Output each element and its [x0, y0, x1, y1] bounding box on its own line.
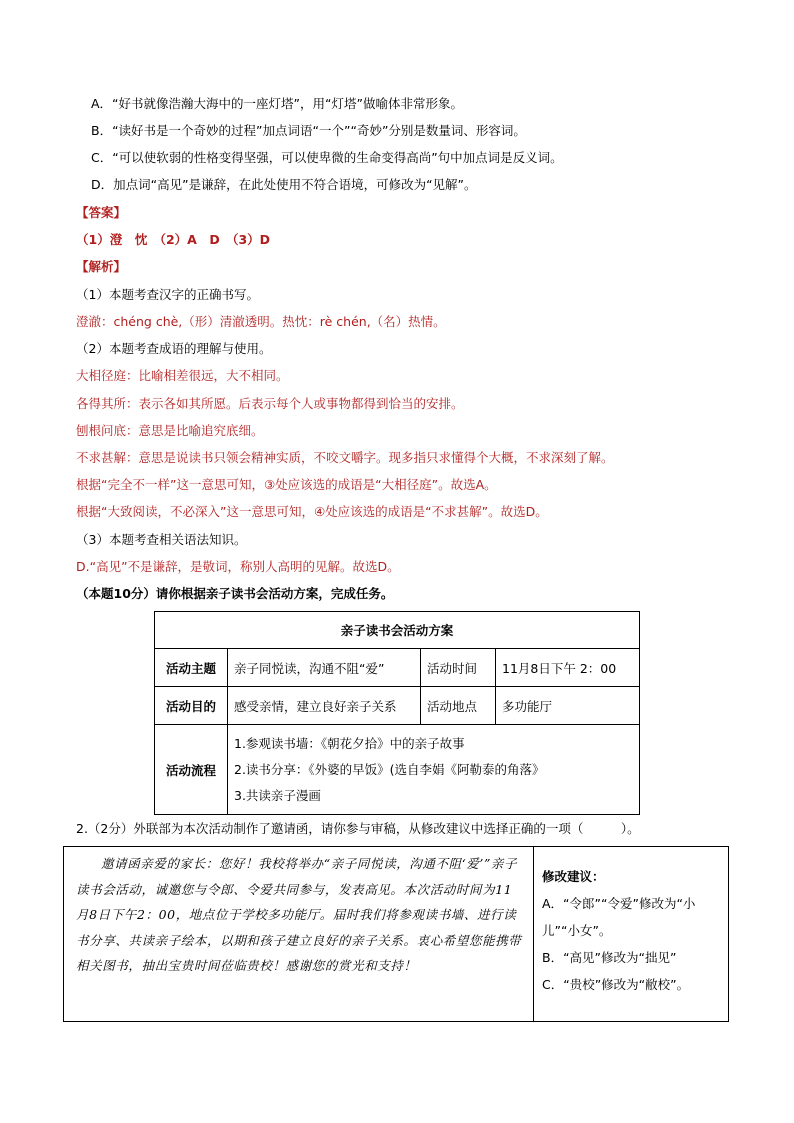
suggestion-a-line2: 儿”“小女”。 — [542, 923, 612, 938]
time-label: 活动时间 — [421, 649, 496, 687]
task-intro: （本题10分）请你根据亲子读书会活动方案，完成任务。 — [76, 586, 394, 601]
place-label: 活动地点 — [421, 687, 496, 725]
flow-list — [228, 725, 640, 815]
purpose-label: 活动目的 — [155, 687, 228, 725]
theme-value: 亲子同悦读，沟通不阻“爱” — [228, 649, 421, 687]
theme-label: 活动主题 — [155, 649, 228, 687]
flow-item: 3.共读亲子漫画 — [234, 787, 321, 803]
option-a: A．“好书就像浩瀚大海中的一座灯塔”，用“灯塔”做喻体非常形象。 — [91, 96, 463, 111]
purpose-value: 感受亲情，建立良好亲子关系 — [228, 687, 421, 725]
plan-title: 亲子读书会活动方案 — [155, 612, 640, 649]
analysis-line: 不求甚解：意思是说读书只领会精神实质，不咬文嚼字。现多指只求懂得个大概，不求深刻了解。 — [76, 450, 614, 465]
suggestion-c: C．“贵校”修改为“敝校”。 — [542, 977, 690, 992]
flow-item: 2.读书分享：《外婆的早饭》(选自李娟《阿勒泰的角落》 — [234, 761, 545, 777]
flow-item: 1.参观读书墙：《朝花夕拾》中的亲子故事 — [234, 735, 465, 751]
analysis-line: （2）本题考查成语的理解与使用。 — [76, 341, 272, 356]
place-value: 多功能厅 — [496, 687, 640, 725]
analysis-line: 根据“大致阅读，不必深入”这一意思可知，④处应该选的成语是“不求甚解”。故选D。 — [76, 504, 548, 519]
analysis-line: 根据“完全不一样”这一意思可知，③处应该选的成语是“大相径庭”。故选A。 — [76, 477, 497, 492]
analysis-line: 大相径庭：比喻相差很远，大不相同。 — [76, 368, 289, 383]
answer-text: （1）澄 忱 （2）A D （3）D — [76, 232, 271, 247]
analysis-line: 各得其所：表示各如其所愿。后表示每个人或事物都得到恰当的安排。 — [76, 396, 464, 411]
answer-heading: 【答案】 — [76, 205, 127, 220]
option-d: D．加点词“高见”是谦辞，在此处使用不符合语境，可修改为“见解”。 — [91, 177, 477, 192]
question-2: 2.（2分）外联部为本次活动制作了邀请函，请你参与审稿，从修改建议中选择正确的一项（ ）。 — [76, 821, 640, 836]
suggestion-a-line1: A．“令郎”“令爱”修改为“小 — [542, 896, 696, 911]
suggestion-heading: 修改建议： — [542, 869, 605, 884]
analysis-line: 刨根问底：意思是比喻追究底细。 — [76, 423, 264, 438]
analysis-line: D.“高见”不是谦辞，是敬词，称别人高明的见解。故选D。 — [76, 559, 400, 574]
invitation-text: 邀请函亲爱的家长：您好！我校将举办“亲子同悦读，沟通不阻‘爱’”亲子读书会活动，诚邀您与令郎、令爱共同参与，发表高见。本次活动时间为11月8日下午2：00，地点位于学校多功能厅。届时我们将参观读书墙、进行读书分享、共读亲子绘本，以期和孩子建立良好的亲子关系。衷心希望您能携带相关图书，抽出宝贵时间莅临贵校！感谢您的赏光和支持！ — [64, 847, 534, 1021]
analysis-line: （1）本题考查汉字的正确书写。 — [76, 287, 259, 302]
suggestion-panel — [534, 847, 728, 1021]
analysis-line: （3）本题考查相关语法知识。 — [76, 532, 247, 547]
invitation-box — [63, 846, 729, 1022]
option-c: C．“可以使软弱的性格变得坚强，可以使卑微的生命变得高尚”句中加点词是反义词。 — [91, 150, 563, 165]
option-b: B．“读好书是一个奇妙的过程”加点词语“一个”“奇妙”分别是数量词、形容词。 — [91, 123, 526, 138]
analysis-line: 澄澈：chéng chè,（形）清澈透明。热忱：rè chén,（名）热情。 — [76, 314, 446, 329]
activity-plan-table — [154, 611, 640, 815]
analysis-heading: 【解析】 — [76, 259, 127, 274]
suggestion-b: B．“高见”修改为“拙见” — [542, 950, 677, 965]
time-value: 11月8日下午 2：00 — [496, 649, 640, 687]
flow-label: 活动流程 — [155, 725, 228, 815]
